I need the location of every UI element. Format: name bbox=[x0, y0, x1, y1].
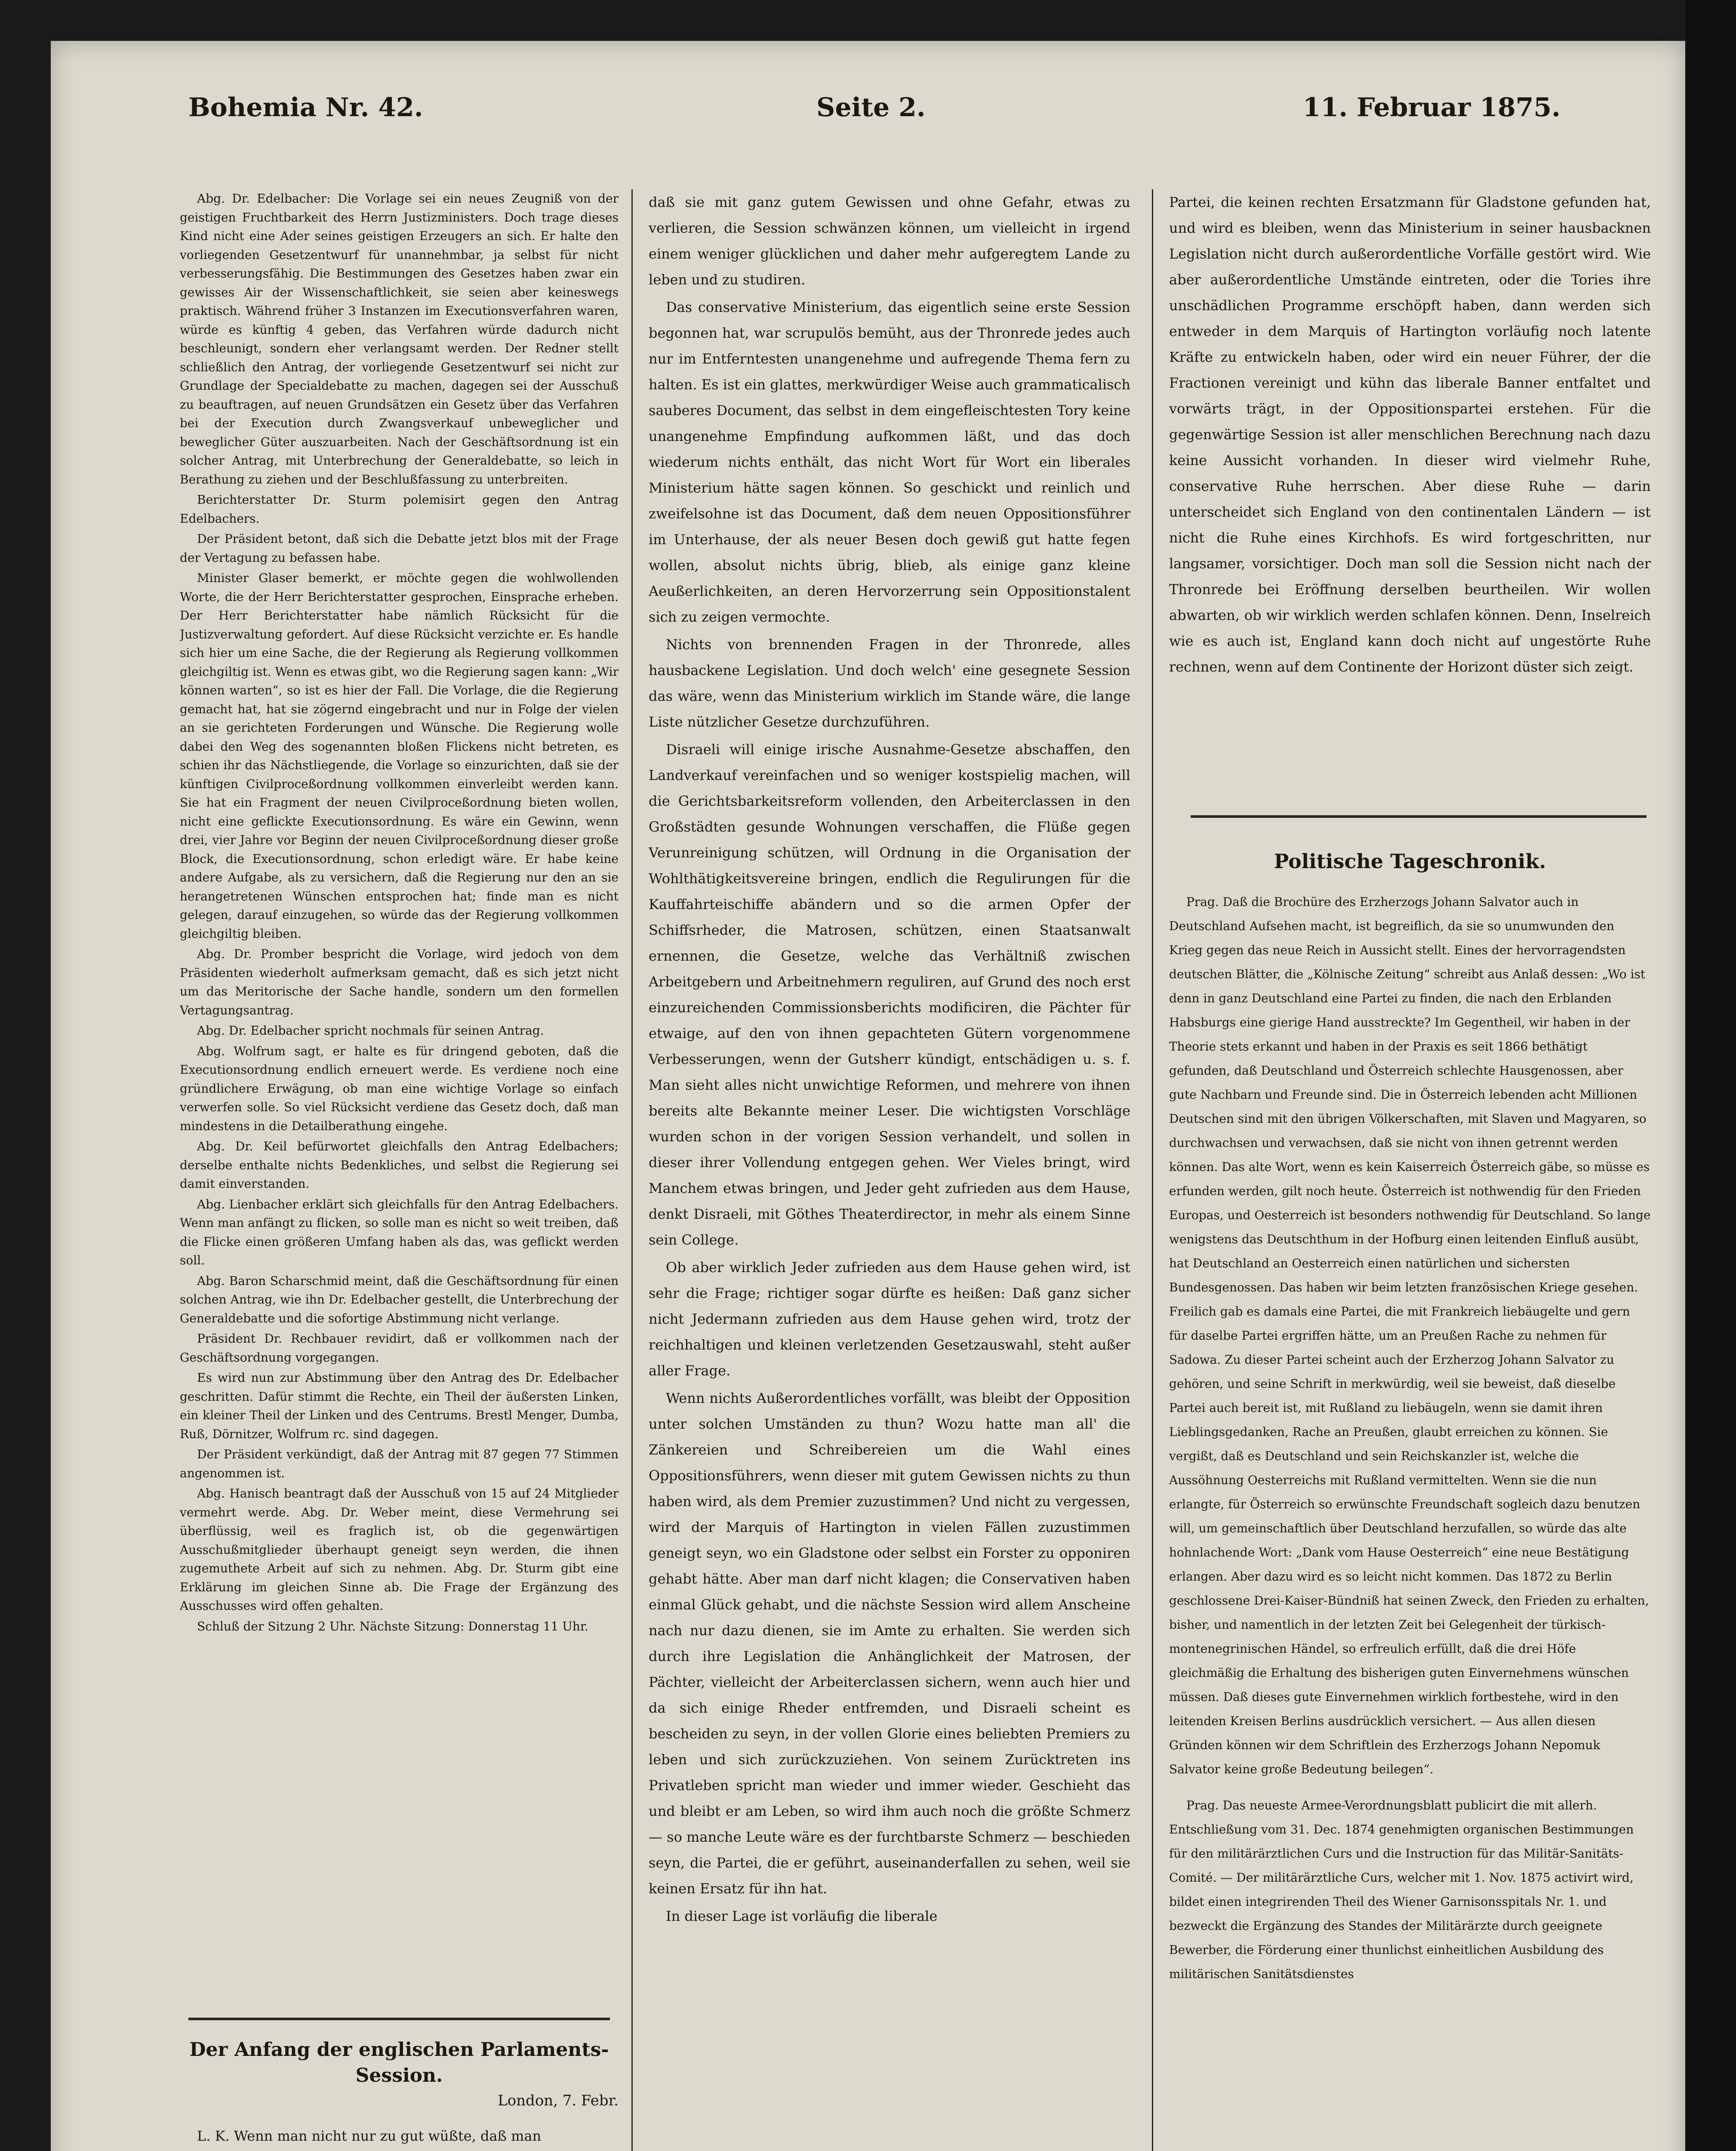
paragraph: Prag. Daß die Brochüre des Erzherzogs Johann Salvator auch in Deutschland Aufsehen macht, ist begreiflich, da sie so unumwunden den Krieg gegen das neue Reich in Aussicht stellt. Eines der hervorragendsten deutschen Blätter, die „Kölnische Zeitung“ schreibt aus Anlaß dessen: „Wo ist denn in ganz Deutschland eine Partei zu finden, die nach den Erblanden Habsburgs eine gierige Hand ausstreckte? Im Gegentheil, wir haben in der Theorie stets erkannt und haben in der Praxis es seit 1866 bethätigt gefunden, daß Deutschland und Österreich schlechte Hausgenossen, aber gute Nachbarn und Freunde sind. Die in Österreich lebenden acht Millionen Deutschen sind mit den übrigen Völkerschaften, mit Slaven und Magyaren, so durchwachsen und verwachsen, daß sie nicht von ihnen getrennt werden können. Das alte Wort, wenn es kein Kaiserreich Österreich gäbe, so müsse es erfunden werden, gilt noch heute. Österreich ist nothwendig für den Frieden Europas, und Oesterreich ist besonders nothwendig für Deutschland. So lange wenigstens das Deutschthum in der Hofburg einen leitenden Einfluß ausübt, hat Deutschland an Oesterreich einen natürlichen und sichersten Bundesgenossen. Das haben wir beim letzten französischen Kriege gesehen. Freilich gab es damals eine Partei, die mit Frankreich liebäugelte und gern für daselbe Partei ergriffen hätte, um an Preußen Rache zu nehmen für Sadowa. Zu dieser Partei scheint auch der Erzherzog Johann Salvator zu gehören, und seine Schrift in merkwürdig, weil sie beweist, daß dieselbe Partei auch bereit ist, mit Rußland zu liebäugeln, wenn sie damit ihren Lieblingsgedanken, Rache an Preußen, glaubt erreichen zu können. Sie vergißt, daß es Deutschland und sein Reichskanzler ist, welche die Aussöhnung Oesterreichs mit Rußland vermittelten. Wenn sie die nun erlangte, für Österreich so erwünschte Freundschaft sogleich dazu benutzen will, um gemeinschaftlich über Deutschland herzufallen, so würde das alte hohnlachende Wort: „Dank vom Hause Oesterreich“ eine neue Bestätigung erlangen. Aber dazu wird es so leicht nicht kommen. Das 1872 zu Berlin geschlossene Drei-Kaiser-Bündniß hat seinen Zweck, den Frieden zu erhalten, bisher, und namentlich in der letzten Zeit bei Gelegenheit der türkisch-montenegrinischen Händel, so erfreulich erfüllt, daß die drei Höfe gleichmäßig die Erhaltung des bisherigen guten Einvernehmens wünschen müssen. Daß dieses gute Einvernehmen wirklich fortbestehe, wird in den leitenden Kreisen Berlins ausdrücklich versichert. — Aus allen diesen Gründen können wir dem Schriftlein des Erzherzogs Johann Nepomuk Salvator keine große Bedeutung beilegen“. bbox=[1169, 895, 1651, 1776]
column-divider bbox=[1152, 189, 1153, 2151]
page-number: Seite 2. bbox=[816, 92, 926, 123]
paragraph: Das conservative Ministerium, das eigentlich seine erste Session begonnen hat, war scrupulös bemüht, aus der Thronrede jedes auch nur im Entferntesten unangenehme und aufregende Thema fern zu halten. Es ist ein glattes, merkwürdiger Weise auch grammaticalisch sauberes Document, das selbst in dem eingefleischtesten Tory keine unangenehme Empfindung aufkommen läßt, und das doch wiederum nichts enthält, das nicht Wort für Wort ein liberales Ministerium hätte sagen können. So geschickt und reinlich und zweifelsohne ist das Document, daß dem neuen Oppositionsführer im Unterhause, der als neuer Besen doch gewiß gut hatte fegen wollen, absolut nichts übrig, blieb, als einige ganz kleine Aeußerlichkeiten, an deren Hervorzerrung sein Oppositionstalent sich zu zeigen vermochte. bbox=[649, 299, 1130, 625]
paragraph: Nichts von brennenden Fragen in der Thronrede, alles hausbackene Legislation. Und doch welch' eine gesegnete Session das wäre, wenn das Ministerium wirklich im Stande wäre, die lange Liste nützlicher Gesetze durchzuführen. bbox=[649, 636, 1130, 730]
paragraph: Abg. Baron Scharschmid meint, daß die Geschäftsordnung für einen solchen Antrag, wie ihn Dr. Edelbacher gestellt, die Unterbrechung der Generaldebatte und die sofortige Abstimmung nicht verlange. bbox=[180, 1273, 619, 1325]
column-1-parliament-report bbox=[180, 189, 619, 2018]
scan-dark-edge bbox=[1685, 0, 1736, 2151]
paragraph: Prag. Das neueste Armee-Verordnungsblatt publicirt die mit allerh. Entschließung vom 31. Dec. 1874 genehmigten organischen Bestimmungen für den militärärztlichen Curs und die Instruction für das Militär-Sanitäts-Comité. — Der militärärztliche Curs, welcher mit 1. Nov. 1875 activirt wird, bildet einen integrirenden Theil des Wiener Garnisonsspitals Nr. 1. und bezweckt die Ergänzung des Standes der Militärärzte durch geeignete Bewerber, die Förderung einer thunlichst einheitlichen Ausbildung des militärischen Sanitätsdienstes bbox=[1169, 1798, 1634, 1981]
page-header bbox=[51, 92, 1685, 140]
paragraph: Berichterstatter Dr. Sturm polemisirt gegen den Antrag Edelbachers. bbox=[180, 493, 619, 526]
newspaper-page bbox=[51, 41, 1685, 2151]
column-divider bbox=[631, 189, 633, 2151]
masthead-issue: Bohemia Nr. 42. bbox=[188, 92, 423, 123]
paragraph: Abg. Dr. Edelbacher: Die Vorlage sei ein neues Zeugniß von der geistigen Fruchtbarkeit des Herrn Justizministers. Doch trage dieses Kind nicht eine Ader seines geistigen Erzeugers an sich. Er halte den vorliegenden Gesetzentwurf für unannehmbar, ja selbst für nicht verbesserungsfähig. Die Bestimmungen des Gesetzes haben zwar ein gewisses Air der Wissenschaftlichkeit, sie seien aber keineswegs praktisch. Während früher 3 Instanzen im Executionsverfahren waren, würde es künftig 4 geben, das Verfahren würde dadurch nicht beschleunigt, sondern eher verlangsamt werden. Der Redner stellt schließlich den Antrag, der vorliegende Gesetzentwurf sei nicht zur Grundlage der Specialdebatte zu machen, dagegen sei der Ausschuß zu beauftragen, auf neuen Grundsätzen ein Gesetz über das Verfahren bei der Execution durch Zwangsverkauf unbeweglicher und beweglicher Güter auszuarbeiten. Nach der Geschäftsordnung ist ein solcher Antrag, mit Unterbrechung der Generaldebatte, so leich in Berathung zu ziehen und der Beschlußfassung zu unterbreiten. bbox=[180, 191, 619, 487]
paragraph: Abg. Dr. Keil befürwortet gleichfalls den Antrag Edelbachers; derselbe enthalte nichts Bedenkliches, und selbst die Regierung sei damit einverstanden. bbox=[180, 1139, 619, 1191]
paragraph: L. K. Wenn man nicht nur zu gut wüßte, daß man bbox=[197, 2128, 542, 2144]
paragraph: Disraeli will einige irische Ausnahme-Gesetze abschaffen, den Landverkauf vereinfachen und so weniger kostspielig machen, will die Gerichtsbarkeitsreform vollenden, den Arbeiterclassen in den Großstädten gesunde Wohnungen verschaffen, die Flüße gegen Verunreinigung schützen, will Ordnung in die Organisation der Wohlthätigkeitsvereine bringen, endlich die Regulirungen für die Kauffahrteischiffe abändern und so die armen Opfer der Schiffsrheder, die Matrosen, schützen, einen Staatsanwalt ernennen, die Gesetze, welche das Verhältniß zwischen Arbeitgebern und Arbeitnehmern reguliren, auf Grund des noch erst einzureichenden Commissionsberichts modificiren, die Pächter für etwaige, auf den von ihnen gepachteten Gütern vorgenommene Verbesserungen, wenn der Gutsherr kündigt, entschädigen u. s. f. Man sieht alles nicht unwichtige Reformen, und mehrere von ihnen bereits alte Bekannte meiner Leser. Die wichtigsten Vorschläge wurden schon in der vorigen Session verhandelt, und sollen in dieser ihrer Vollendung entgegen gehen. Wer Vieles bringt, wird Manchem etwas bringen, und Jeder geht zufrieden aus dem Hause, denkt Disraeli, mit Göthes Theaterdirector, in mehr als einem Sinne sein College. bbox=[649, 741, 1130, 1248]
paragraph: In dieser Lage ist vorläufig die liberale bbox=[666, 1908, 938, 1924]
paragraph: Der Präsident verkündigt, daß der Antrag mit 87 gegen 77 Stimmen angenommen ist. bbox=[180, 1447, 619, 1480]
article-separator bbox=[188, 2018, 610, 2020]
paragraph: Abg. Hanisch beantragt daß der Ausschuß von 15 auf 24 Mitglieder vermehrt werde. Abg. Dr. Weber meint, diese Vermehrung sei überflüssig, weil es fraglich ist, ob die gegenwärtigen Ausschußmitglieder überhaupt geneigt seyn werden, die ihnen zugemuthete Arbeit auf sich zu nehmen. Abg. Dr. Sturm gibt eine Erklärung im gleichen Sinne ab. Die Frage der Ergänzung des Ausschusses wird offen gehalten. bbox=[180, 1486, 619, 1613]
paragraph: Es wird nun zur Abstimmung über den Antrag des Dr. Edelbacher geschritten. Dafür stimmt die Rechte, ein Theil der äußersten Linken, ein kleiner Theil der Linken und des Centrums. Brestl Menger, Dumba, Ruß, Dörnitzer, Wolfrum rc. sind dagegen. bbox=[180, 1371, 619, 1441]
article-england-start bbox=[180, 2037, 619, 2151]
column-2-england-article bbox=[649, 189, 1130, 2151]
paragraph: Präsident Dr. Rechbauer revidirt, daß er vollkommen nach der Geschäftsordnung vorgegangen. bbox=[180, 1331, 619, 1365]
paragraph: Minister Glaser bemerkt, er möchte gegen die wohlwollenden Worte, die der Herr Berichterstatter gesprochen, Einsprache erheben. Der Herr Berichterstatter habe nämlich Rücksicht für die Justizverwaltung gefordert. Auf diese Rücksicht verzichte er. Es handle sich hier um eine Sache, die der Regierung als Regierung vollkommen gleichgiltig ist. Wenn es etwas gibt, wo die Regierung sagen kann: „Wir können warten“, so ist es hier der Fall. Die Vorlage, die die Regierung gemacht hat, hat sie zögernd eingebracht und nur in Folge der vielen an sie gerichteten Forderungen und Wünsche. Die Regierung wolle dabei den Weg des sogenannten bloßen Flickens nicht betreten, es schien ihr das Nächstliegende, die Vorlage so einzurichten, daß sie der künftigen Civilproceßordnung vollkommen einverleibt werden kann. Sie hat ein Fragment der neuen Civilproceßordnung bieten wollen, nicht eine geflickte Executionsordnung. Es wäre ein Gewinn, wenn drei, vier Jahre vor Beginn der neuen Civilproceßordnung dieser große Block, die Executionsordnung, schon erledigt wäre. Er habe keine andere Aufgabe, als zu versichern, daß die Regierung nur den an sie herangetretenen Wünschen entsprochen hat; finde man es nicht gelegen, darauf einzugehen, so würde das der Regierung vollkommen gleichgiltig bleiben. bbox=[180, 571, 619, 941]
article-dateline: London, 7. Febr. bbox=[498, 2092, 619, 2109]
paragraph: Schluß der Sitzung 2 Uhr. Nächste Sitzung: Donnerstag 11 Uhr. bbox=[197, 1619, 589, 1633]
section-title: Politische Tageschronik. bbox=[1274, 850, 1546, 873]
paragraph: daß sie mit ganz gutem Gewissen und ohne Gefahr, etwas zu verlieren, die Session schwänzen können, um vielleicht in irgend einem weniger glücklichen und daher mehr aufgeregtem Lande zu leben und zu studiren. bbox=[649, 194, 1130, 288]
paragraph: Wenn nichts Außerordentliches vorfällt, was bleibt der Opposition unter solchen Umständen zu thun? Wozu hatte man all' die Zänkereien und Schreibereien um die Wahl eines Oppositionsführers, wenn dieser mit gutem Gewissen nichts zu thun haben wird, als dem Premier zuzustimmen? Und nicht zu vergessen, wird der Marquis of Hartington in vielen Fällen zuzustimmen geneigt seyn, wo ein Gladstone oder selbst ein Forster zu opponiren gehabt hätte. Aber man darf nicht klagen; die Conservativen haben einmal Glück gehabt, und die nächste Session wird allem Anscheine nach nur dazu dienen, sie im Amte zu erhalten. Sie werden sich durch ihre Legislation die Anhänglichkeit der Matrosen, der Pächter, vielleicht der Arbeiterclassen sichern, wenn auch hier und da sich einige Rheder entfremden, und Disraeli scheint es bescheiden zu seyn, in der vollen Glorie eines beliebten Premiers zu leben und sich zurückzuziehen. Von seinem Zurücktreten ins Privatleben spricht man wieder und immer wieder. Geschieht das und bleibt er am Leben, so wird ihm auch noch die größte Schmerz — so manche Leute wäre es der furchtbarste Schmerz — beschieden seyn, die Partei, die er geführt, auseinanderfallen zu sehen, weil sie keinen Ersatz für ihn hat. bbox=[649, 1390, 1130, 1897]
issue-date: 11. Februar 1875. bbox=[1302, 92, 1561, 123]
paragraph: Ob aber wirklich Jeder zufrieden aus dem Hause gehen wird, ist sehr die Frage; richtiger sogar dürfte es heißen: Daß ganz sicher nicht Jedermann zufrieden aus dem Hause gehen wird, trotz der reichhaltigen und kleinen verletzenden Gesetzauswahl, steht außer aller Frage. bbox=[649, 1259, 1130, 1379]
paragraph: Abg. Dr. Promber bespricht die Vorlage, wird jedoch von dem Präsidenten wiederholt aufmerksam gemacht, daß es sich jetzt nicht um das Meritorische der Sache handle, sondern um den formellen Vertagungsantrag. bbox=[180, 947, 619, 1017]
paragraph: Der Präsident betont, daß sich die Debatte jetzt blos mit der Frage der Vertagung zu befassen habe. bbox=[180, 532, 619, 565]
section-tageschronik bbox=[1169, 850, 1651, 2151]
article-headline: Der Anfang der englischen Parlaments-Session. bbox=[189, 2039, 609, 2086]
paragraph: Abg. Lienbacher erklärt sich gleichfalls für den Antrag Edelbachers. Wenn man anfängt zu flicken, so solle man es nicht so weit treiben, daß die Flicke einen größeren Umfang haben als das, was geflickt werden soll. bbox=[180, 1197, 619, 1267]
paragraph: Partei, die keinen rechten Ersatzmann für Gladstone gefunden hat, und wird es bleiben, wenn das Ministerium in seiner hausbacknen Legislation nicht durch außerordentliche Vorfälle gestört wird. Wie aber außerordentliche Umstände eintreten, oder die Tories ihre unschädlichen Programme erschöpft haben, dann werden sich entweder in dem Marquis of Hartington vorläufig noch latente Kräfte zu entwickeln haben, oder wird ein neuer Führer, der die Fractionen vereinigt und kühn das liberale Banner entfaltet und vorwärts trägt, in der Oppositionspartei erstehen. Für die gegenwärtige Session ist aller menschlichen Berechnung nach dazu keine Aussicht vorhanden. In dieser wird vielmehr Ruhe, conservative Ruhe herrschen. Aber diese Ruhe — darin unterscheidet sich England von den continentalen Ländern — ist nicht die Ruhe eines Kirchhofs. Es wird fortgeschritten, nur langsamer, vorsichtiger. Doch man soll die Session nicht nach der Thronrede bei Eröffnung derselben beurtheilen. Wir wollen abwarten, ob wir wirklich werden schlafen können. Denn, Inselreich wie es auch ist, England kann doch nicht auf ungestörte Ruhe rechnen, wenn auf dem Continente der Horizont düster sich zeigt. bbox=[1169, 194, 1651, 675]
paragraph: Abg. Wolfrum sagt, er halte es für dringend geboten, daß die Executionsordnung endlich erneuert werde. Es verdiene noch eine gründlichere Erwägung, ob man eine wichtige Vorlage so einfach verwerfen solle. So viel Rücksicht verdiene das Gesetz doch, daß man mindestens in die Detailberathung eingehe. bbox=[180, 1044, 619, 1133]
paragraph: Abg. Dr. Edelbacher spricht nochmals für seinen Antrag. bbox=[197, 1023, 544, 1038]
